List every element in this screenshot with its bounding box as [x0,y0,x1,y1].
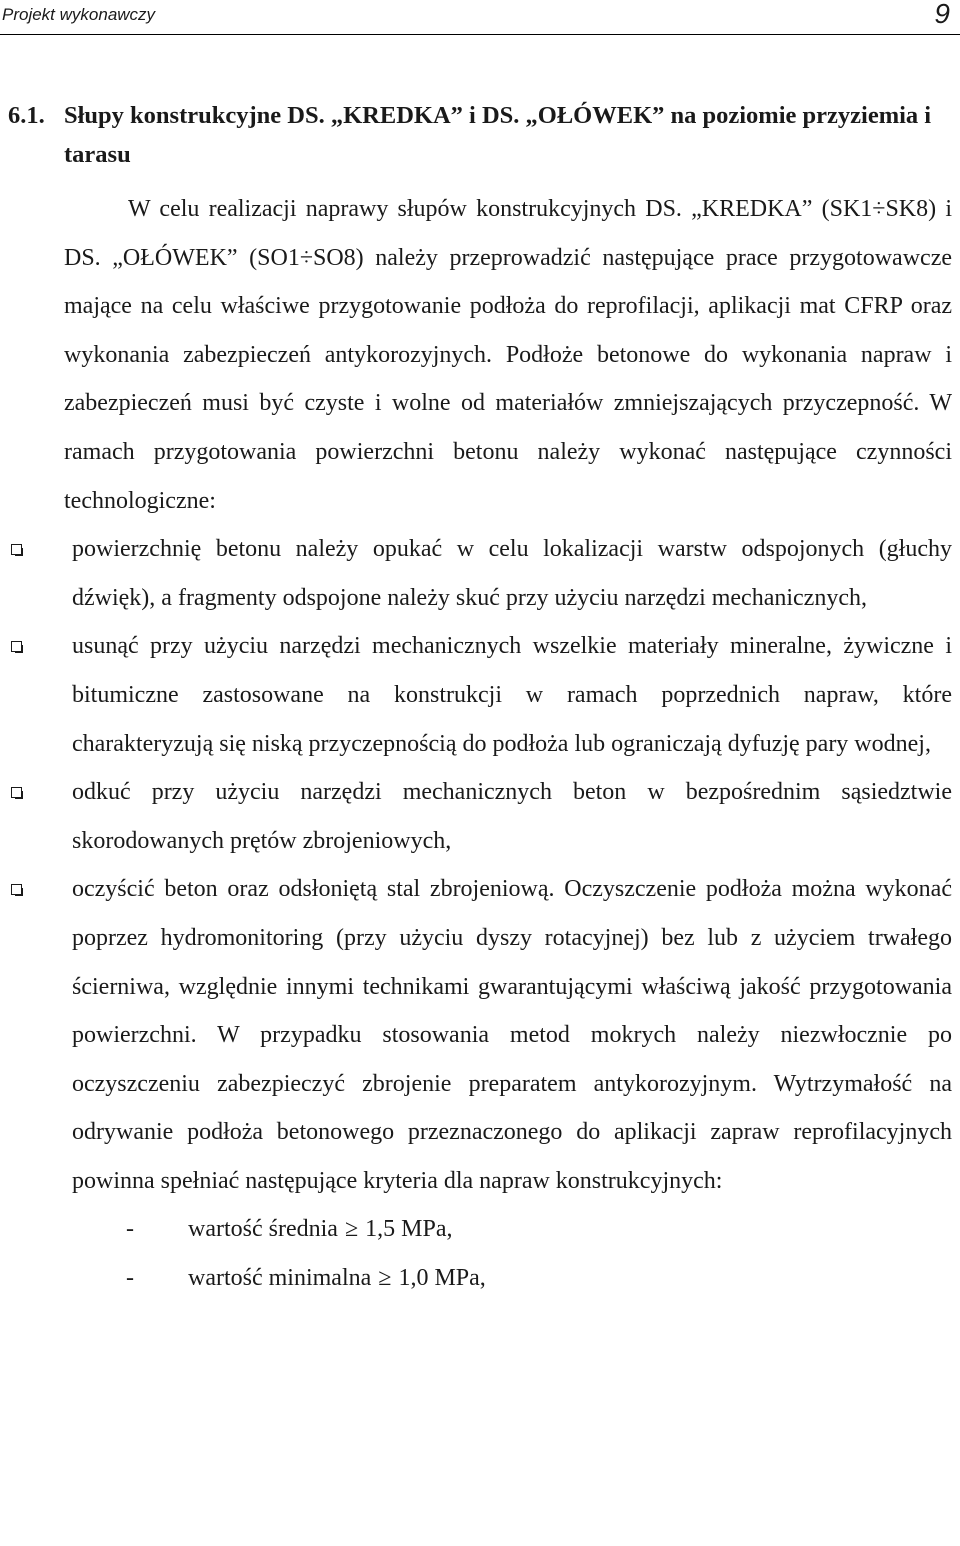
criteria-list [64,1205,952,1302]
criteria-label: wartość średnia [188,1216,338,1243]
criteria-value: 1,0 MPa, [398,1265,486,1292]
list-item [10,768,952,865]
criteria-label: wartość minimalna [188,1265,372,1292]
page-header [0,0,960,35]
greater-or-equal-icon: ≥ [378,1265,392,1292]
list-item [10,622,952,768]
intro-paragraph: W celu realizacji naprawy słupów konstrukcyjnych DS. „KREDKA” (SK1÷SK8) i DS. „OŁÓWEK” (SO1÷SO8) należy przeprowadzić następujące prace przygotowawcze mające na celu właściwe przygotowanie podłoża do reprofilacji, aplikacji mat CFRP oraz wykonania zabezpieczeń antykorozyjnych. Podłoże betonowe do wykonania napraw i zabezpieczeń musi być czyste i wolne od materiałów zmniejszających przyczepność. W ramach przygotowania powierzchni betonu należy wykonać następujące czynności technologiczne: [64,196,952,514]
criteria-item [64,1254,952,1303]
greater-or-equal-icon: ≥ [344,1216,359,1243]
section-number: 6.1. [8,102,45,129]
document-title: Projekt wykonawczy [2,5,156,24]
list-item [10,525,952,622]
document-body [8,96,952,1303]
checkbox-bullet-icon [11,544,22,555]
dash-marker: - [126,1265,134,1292]
list-item-text: usunąć przy użyciu narzędzi mechanicznych wszelkie materiały mineralne, żywiczne i bitumiczne zastosowane na konstrukcji w ramach poprzednich napraw, które charakteryzują się niską przyczepnością do podłoża lub ograniczają dyfuzję pary wodnej, [72,633,952,757]
checkbox-bullet-icon [11,641,22,652]
list-item-text: odkuć przy użyciu narzędzi mechanicznych beton w bezpośrednim sąsiedztwie skorodowanych prętów zbrojeniowych, [72,779,952,854]
section-heading [8,96,952,174]
list-item-text: oczyścić beton oraz odsłoniętą stal zbrojeniową. Oczyszczenie podłoża można wykonać poprzez hydromonitoring (przy użyciu dyszy rotacyjnej) bez lub z użyciem trwałego ścierniwa, względnie innymi technikami gwarantującymi właściwą jakość przygotowania powierzchni. W przypadku stosowania metod mokrych należy niezwłocznie po oczyszczeniu zabezpieczyć zbrojenie preparatem antykorozyjnym. Wytrzymałość na odrywanie podłoża betonowego przeznaczonego do aplikacji zapraw reprofilacyjnych powinna spełniać następujące kryteria dla napraw konstrukcyjnych: [72,876,952,1194]
criteria-item [64,1205,952,1254]
dash-marker: - [126,1216,134,1243]
section-title: Słupy konstrukcyjne DS. „KREDKA” i DS. „OŁÓWEK” na poziomie przyziemia i tarasu [64,102,932,168]
criteria-value: 1,5 MPa, [365,1216,453,1243]
list-item-text: powierzchnię betonu należy opukać w celu lokalizacji warstw odspojonych (głuchy dźwięk), a fragmenty odspojone należy skuć przy użyciu narzędzi mechanicznych, [72,536,952,611]
list-item [10,865,952,1205]
page-number: 9 [934,0,950,29]
checkbox-bullet-icon [11,884,22,895]
task-list [10,525,952,1205]
checkbox-bullet-icon [11,787,22,798]
